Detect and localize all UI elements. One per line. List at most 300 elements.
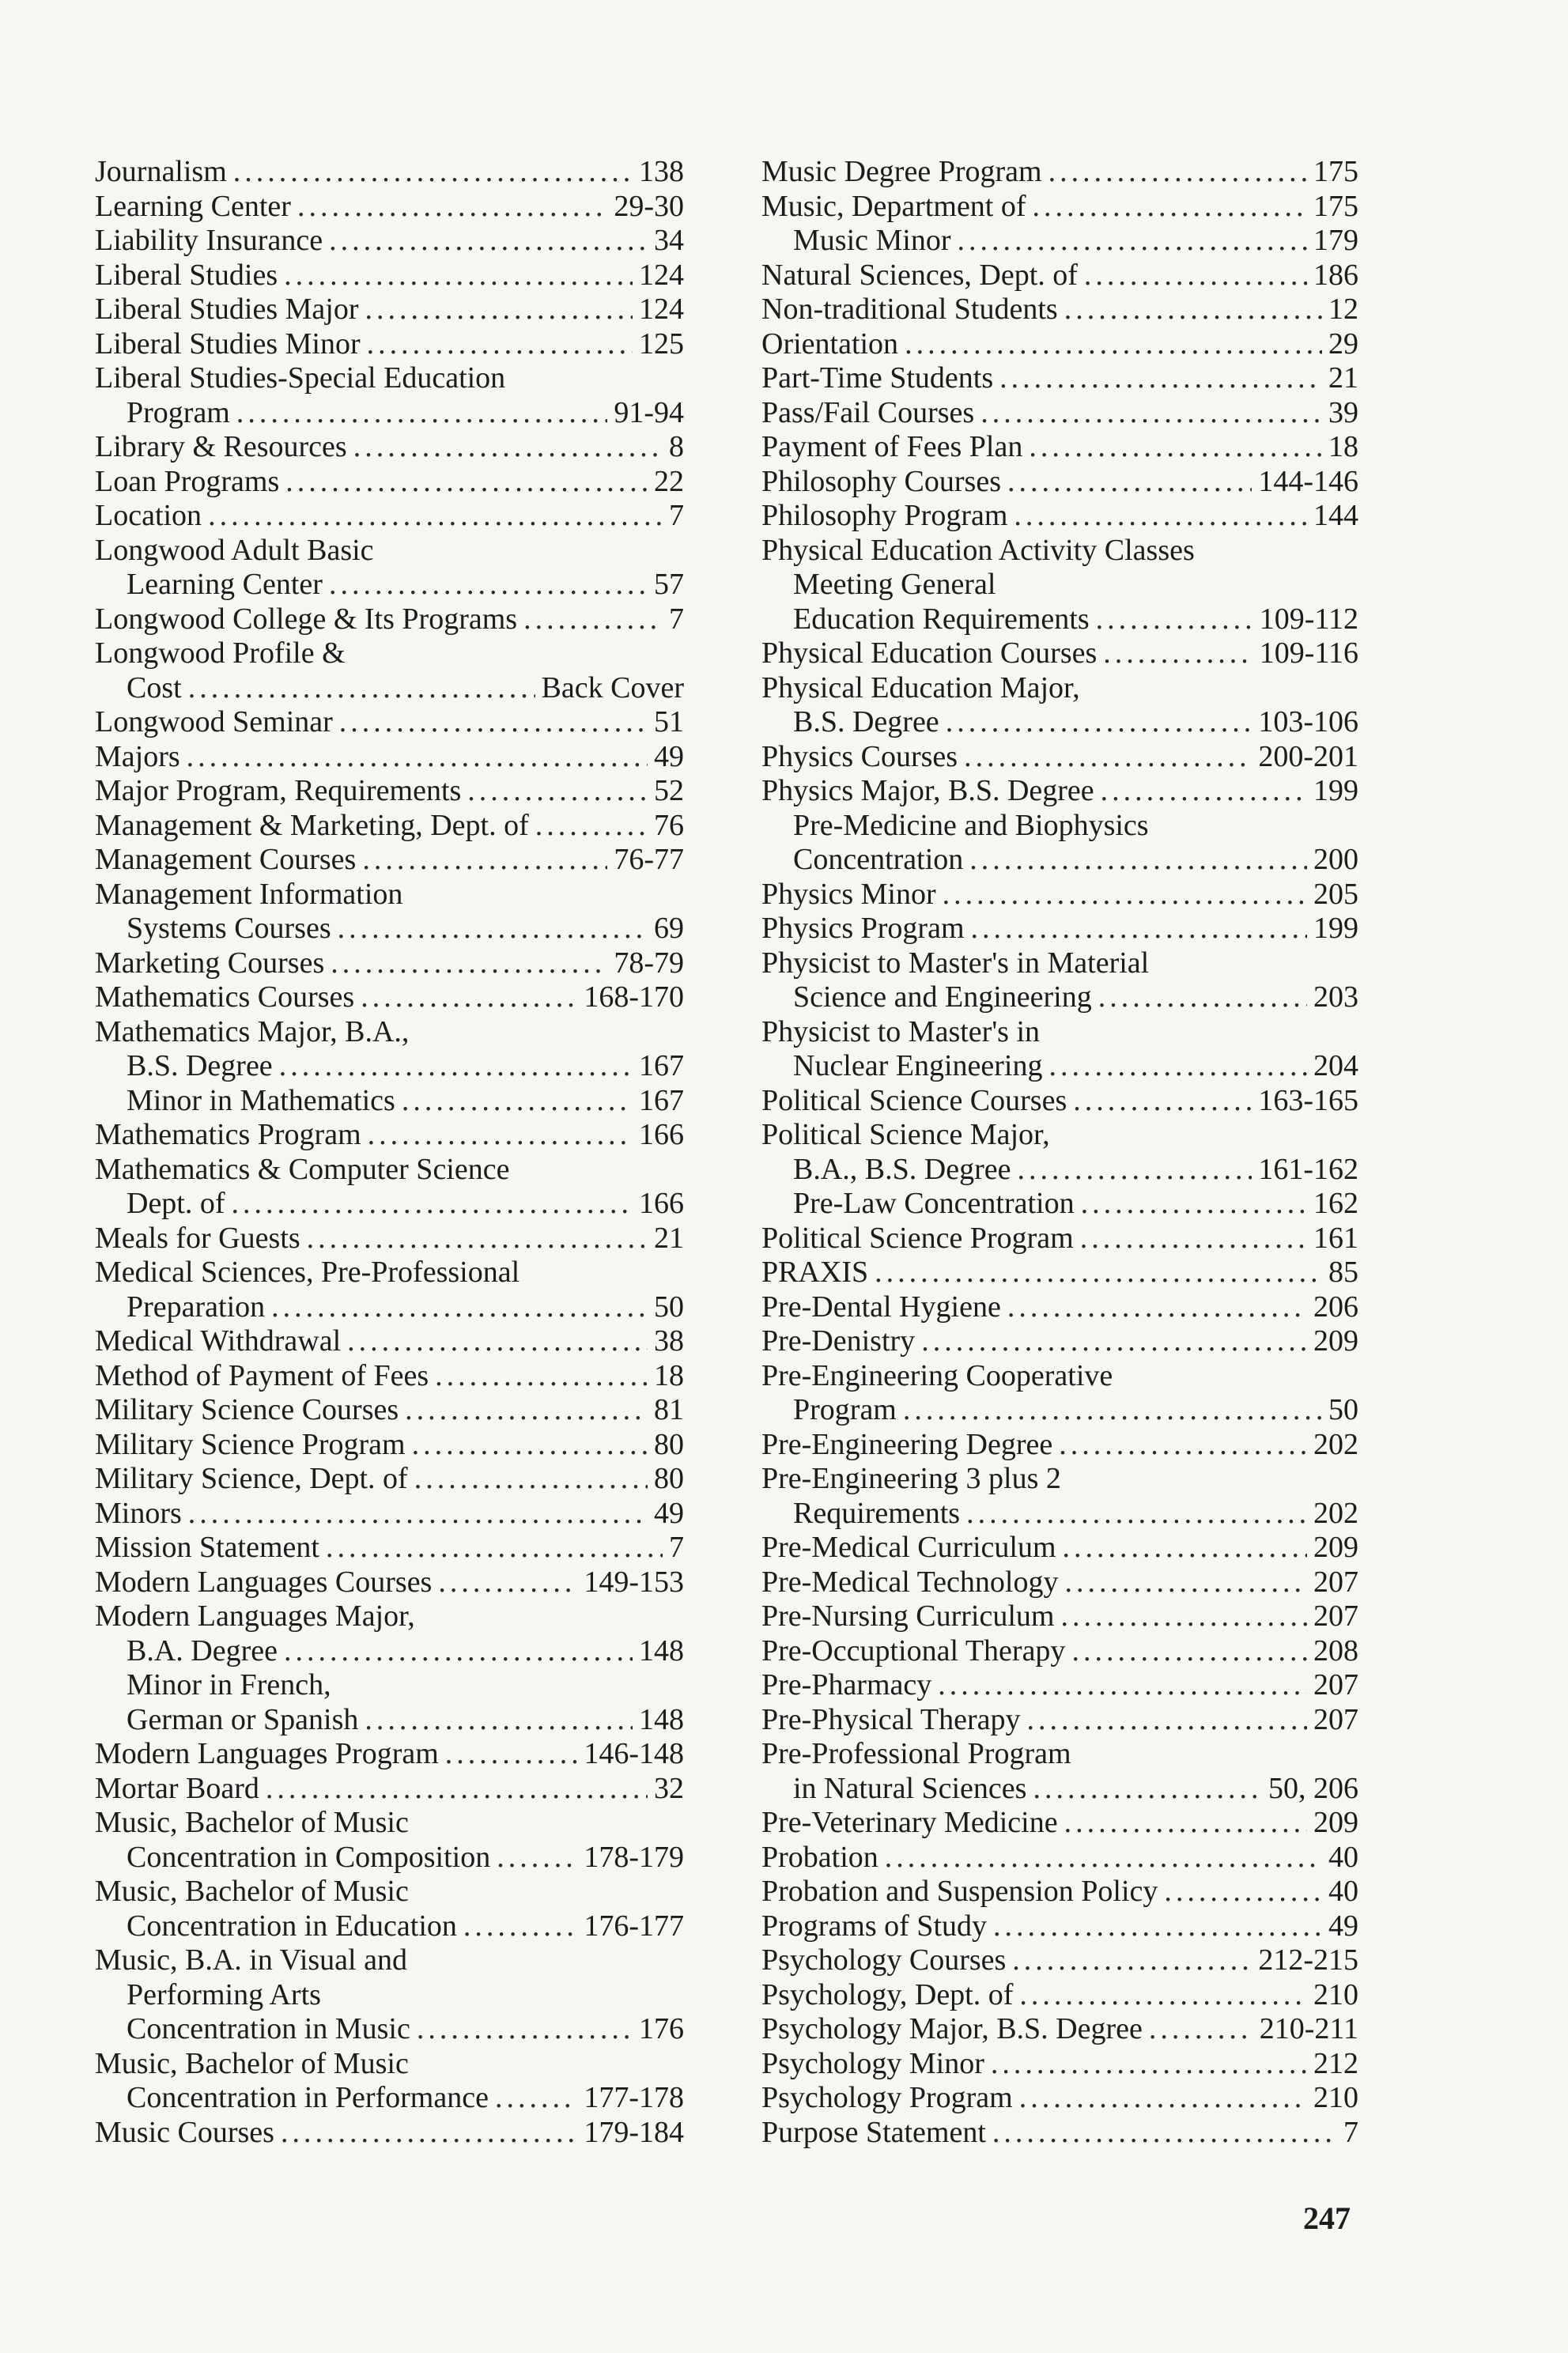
entry-pages: 50	[654, 1290, 684, 1324]
entry-pages: 167	[639, 1083, 684, 1117]
index-entry	[95, 1943, 684, 1978]
entry-pages: 69	[654, 912, 684, 945]
index-entry	[761, 878, 1358, 912]
entry-pages: 175	[1313, 155, 1358, 188]
dot-leader	[1071, 1634, 1307, 1669]
entry-label: German or Spanish	[127, 1702, 359, 1736]
entry-label: Physics Minor	[761, 877, 936, 911]
index-entry	[761, 1875, 1358, 1909]
entry-pages: 18	[654, 1358, 684, 1392]
dot-leader	[347, 1324, 648, 1359]
entry-pages: 175	[1313, 189, 1358, 223]
dot-leader	[1007, 465, 1252, 500]
entry-pages: 207	[1313, 1565, 1358, 1599]
index-entry	[95, 155, 684, 190]
dot-leader	[993, 1909, 1322, 1944]
entry-label: Minors	[95, 1496, 182, 1530]
index-entry	[95, 568, 684, 602]
entry-pages: 50	[1328, 1393, 1358, 1426]
dot-leader	[971, 912, 1308, 946]
entry-pages: 49	[654, 1496, 684, 1530]
entry-pages: 161	[1313, 1221, 1358, 1255]
entry-label: Physical Education Activity Classes	[761, 533, 1195, 567]
dot-leader	[208, 499, 663, 534]
entry-pages: 7	[669, 1531, 684, 1564]
dot-leader	[1096, 602, 1253, 637]
entry-label: Preparation	[127, 1290, 266, 1324]
index-entry	[95, 430, 684, 465]
entry-label: Concentration in Composition	[127, 1840, 491, 1874]
entry-pages: 178-179	[584, 1840, 684, 1874]
entry-label: Liberal Studies	[95, 258, 278, 292]
index-entry	[95, 259, 684, 293]
index-entry	[761, 636, 1358, 671]
index-entry	[95, 2116, 684, 2151]
entry-pages: 209	[1313, 1806, 1358, 1839]
entry-pages: 179-184	[584, 2115, 684, 2149]
entry-label: Philosophy Courses	[761, 464, 1001, 498]
index-entry	[95, 499, 684, 534]
index-entry	[95, 1222, 684, 1256]
entry-pages: 144-146	[1258, 464, 1358, 498]
index-entry	[95, 1187, 684, 1222]
dot-leader	[188, 671, 535, 706]
entry-label: Modern Languages Courses	[95, 1565, 433, 1599]
entry-label: Mission Statement	[95, 1531, 319, 1564]
entry-label: Liberal Studies-Special Education	[95, 361, 506, 395]
index-entry	[761, 2116, 1358, 2151]
entry-label: Physics Program	[761, 912, 965, 945]
dot-leader	[463, 1909, 577, 1944]
entry-label: Physical Education Major,	[761, 670, 1080, 704]
entry-label: Concentration	[793, 843, 964, 876]
index-entry	[95, 1634, 684, 1669]
entry-pages: 8	[669, 430, 684, 463]
entry-pages: 109-112	[1259, 602, 1358, 636]
entry-label: Pre-Nursing Curriculum	[761, 1600, 1055, 1633]
index-entry	[95, 912, 684, 946]
index-entry	[95, 1737, 684, 1772]
dot-leader	[1029, 430, 1322, 465]
entry-pages: 200-201	[1258, 739, 1358, 773]
index-entry	[761, 912, 1358, 946]
index-entry	[761, 568, 1358, 602]
entry-label: Political Science Program	[761, 1221, 1074, 1255]
entry-pages: 166	[639, 1118, 684, 1151]
index-entry	[95, 1566, 684, 1600]
index-entry	[761, 224, 1358, 259]
entry-pages: 167	[639, 1049, 684, 1082]
index-entry	[95, 190, 684, 225]
entry-label: Longwood Adult Basic	[95, 533, 374, 567]
index-entry	[761, 1497, 1358, 1532]
entry-label: B.A. Degree	[127, 1634, 278, 1667]
dot-leader	[438, 1566, 577, 1600]
entry-pages: 124	[639, 293, 684, 326]
dot-leader	[1164, 1875, 1322, 1909]
index-entry	[95, 1049, 684, 1084]
dot-leader	[1033, 190, 1307, 225]
dot-leader	[885, 1841, 1322, 1875]
entry-label: Political Science Major,	[761, 1118, 1050, 1151]
entry-pages: 149-153	[584, 1565, 684, 1599]
index-entry	[761, 2012, 1358, 2047]
index-entry	[95, 293, 684, 327]
dot-leader	[307, 1222, 648, 1256]
dot-leader	[1027, 1703, 1308, 1738]
index-entry	[95, 2047, 684, 2082]
entry-label: Dept. of	[127, 1187, 225, 1220]
entry-label: Science and Engineering	[793, 980, 1092, 1014]
dot-leader	[365, 293, 633, 327]
index-entry	[761, 327, 1358, 362]
index-entry	[761, 1015, 1358, 1050]
entry-pages: 209	[1313, 1324, 1358, 1358]
entry-pages: 204	[1313, 1049, 1358, 1082]
dot-leader	[367, 327, 633, 362]
entry-pages: 176	[639, 2012, 684, 2045]
index-entry	[761, 1634, 1358, 1669]
index-entry	[95, 1428, 684, 1463]
entry-pages: 207	[1313, 1702, 1358, 1736]
index-entry	[761, 396, 1358, 431]
index-entry	[761, 1909, 1358, 1944]
entry-pages: 21	[1328, 361, 1358, 395]
index-entry	[761, 1566, 1358, 1600]
index-entry	[95, 843, 684, 878]
index-entry	[95, 361, 684, 396]
entry-label: Major Program, Requirements	[95, 774, 462, 807]
index-entry	[761, 1359, 1358, 1394]
entry-label: Mathematics Program	[95, 1118, 361, 1151]
dot-leader	[943, 878, 1307, 912]
index-entry	[95, 705, 684, 740]
entry-label: Concentration in Performance	[127, 2081, 489, 2114]
entry-label: Psychology Courses	[761, 1943, 1007, 1977]
dot-leader	[1103, 636, 1253, 671]
dot-leader	[992, 2116, 1337, 2151]
dot-leader	[284, 259, 633, 293]
index-entry	[95, 465, 684, 500]
index-entry	[95, 534, 684, 568]
entry-pages: 103-106	[1258, 705, 1358, 738]
entry-label: Loan Programs	[95, 464, 280, 498]
dot-leader	[964, 740, 1252, 775]
index-entry	[95, 878, 684, 912]
entry-pages: 144	[1313, 499, 1358, 532]
entry-label: Natural Sciences, Dept. of	[761, 258, 1078, 292]
entry-label: Meeting General	[793, 568, 996, 601]
dot-leader	[331, 946, 607, 981]
dot-leader	[1048, 1049, 1307, 1084]
entry-pages: Back Cover	[541, 670, 684, 704]
entry-pages: 12	[1328, 293, 1358, 326]
index-entry	[761, 1772, 1358, 1807]
entry-pages: 179	[1313, 224, 1358, 257]
entry-pages: 78-79	[614, 946, 684, 980]
dot-leader	[233, 155, 633, 190]
dot-leader	[535, 809, 648, 844]
entry-label: Program	[793, 1393, 897, 1426]
entry-label: Pre-Medical Curriculum	[761, 1531, 1056, 1564]
entry-label: Physicist to Master's in	[761, 1014, 1041, 1048]
entry-label: Mortar Board	[95, 1771, 259, 1805]
dot-leader	[445, 1737, 578, 1772]
entry-label: Management Courses	[95, 843, 357, 876]
index-entry	[95, 1290, 684, 1325]
dot-leader	[1019, 1978, 1307, 2013]
index-entry	[95, 1015, 684, 1050]
entry-pages: 168-170	[584, 980, 684, 1014]
entry-pages: 212-215	[1258, 1943, 1358, 1977]
entry-pages: 199	[1313, 774, 1358, 807]
entry-label: Medical Withdrawal	[95, 1324, 342, 1358]
index-entry	[761, 1806, 1358, 1841]
index-entry	[95, 1256, 684, 1290]
entry-label: Music, Bachelor of Music	[95, 2046, 409, 2080]
dot-leader	[1064, 1806, 1307, 1841]
entry-pages: 163-165	[1258, 1083, 1358, 1117]
entry-label: Majors	[95, 739, 180, 773]
entry-label: Pre-Dental Hygiene	[761, 1290, 1001, 1324]
dot-leader	[1059, 1428, 1307, 1463]
entry-pages: 39	[1328, 395, 1358, 429]
index-column-right	[761, 155, 1358, 2150]
index-entry	[761, 534, 1358, 568]
index-entry	[761, 1118, 1358, 1153]
dot-leader	[1048, 155, 1307, 190]
index-entry	[95, 1772, 684, 1807]
entry-label: Music Minor	[793, 224, 951, 257]
index-entry	[95, 224, 684, 259]
index-entry	[95, 1084, 684, 1119]
entry-label: Learning Center	[95, 189, 291, 223]
entry-label: Psychology, Dept. of	[761, 1977, 1014, 2011]
entry-pages: 186	[1313, 258, 1358, 292]
entry-pages: 21	[654, 1221, 684, 1255]
entry-pages: 202	[1313, 1427, 1358, 1461]
index-entry	[95, 740, 684, 775]
entry-label: Liability Insurance	[95, 224, 323, 257]
dot-leader	[417, 2012, 633, 2047]
entry-label: Modern Languages Program	[95, 1737, 439, 1770]
entry-pages: 200	[1313, 843, 1358, 876]
entry-pages: 38	[654, 1324, 684, 1358]
index-entry	[95, 1668, 684, 1703]
entry-pages: 49	[1328, 1909, 1358, 1943]
entry-label: Physics Courses	[761, 739, 958, 773]
index-entry	[761, 1943, 1358, 1978]
entry-label: B.A., B.S. Degree	[793, 1152, 1011, 1186]
entry-pages: 210-211	[1259, 2012, 1358, 2045]
entry-pages: 138	[639, 155, 684, 188]
entry-pages: 148	[639, 1634, 684, 1667]
dot-leader	[991, 2047, 1307, 2082]
entry-label: PRAXIS	[761, 1256, 869, 1289]
dot-leader	[405, 1393, 648, 1428]
dot-leader	[1084, 259, 1307, 293]
entry-pages: 40	[1328, 1840, 1358, 1874]
dot-leader	[326, 1531, 663, 1566]
dot-leader	[435, 1359, 648, 1394]
entry-label: Program	[127, 395, 230, 429]
index-entry	[95, 1153, 684, 1188]
entry-label: Payment of Fees Plan	[761, 430, 1023, 463]
index-entry	[761, 190, 1358, 225]
entry-label: Cost	[127, 670, 182, 704]
dot-leader	[412, 1428, 648, 1463]
index-entry	[761, 1462, 1358, 1497]
dot-leader	[281, 2116, 577, 2151]
index-entry	[761, 1737, 1358, 1772]
index-entry	[761, 1841, 1358, 1875]
index-entry	[761, 774, 1358, 809]
entry-pages: 80	[654, 1462, 684, 1495]
index-entry	[761, 361, 1358, 396]
entry-pages: 18	[1328, 430, 1358, 463]
entry-pages: 85	[1328, 1256, 1358, 1289]
entry-label: Pre-Engineering Cooperative	[761, 1358, 1113, 1392]
entry-label: Music, B.A. in Visual and	[95, 1943, 407, 1977]
entry-label: Orientation	[761, 327, 899, 361]
entry-label: Political Science Courses	[761, 1083, 1067, 1117]
index-entry	[761, 1668, 1358, 1703]
entry-label: Medical Sciences, Pre-Professional	[95, 1256, 520, 1289]
dot-leader	[339, 705, 648, 740]
dot-leader	[497, 1841, 577, 1875]
entry-pages: 205	[1313, 877, 1358, 911]
index-entry	[761, 465, 1358, 500]
index-entry	[761, 980, 1358, 1015]
index-entry	[761, 1222, 1358, 1256]
index-entry	[761, 1153, 1358, 1188]
index-entry	[95, 946, 684, 981]
entry-pages: 210	[1313, 2081, 1358, 2114]
dot-leader	[284, 1634, 633, 1669]
entry-pages: 206	[1313, 1290, 1358, 1324]
dot-leader	[467, 774, 648, 809]
entry-label: Pre-Law Concentration	[793, 1187, 1075, 1220]
index-entry	[95, 1600, 684, 1634]
entry-pages: 177-178	[584, 2081, 684, 2114]
index-entry	[95, 2081, 684, 2116]
index-entry	[761, 1084, 1358, 1119]
entry-label: Psychology Major, B.S. Degree	[761, 2012, 1143, 2045]
dot-leader	[414, 1462, 648, 1497]
entry-label: Psychology Program	[761, 2081, 1013, 2114]
dot-leader	[297, 190, 607, 225]
index-entry	[95, 1393, 684, 1428]
entry-label: Programs of Study	[761, 1909, 987, 1943]
entry-label: Method of Payment of Fees	[95, 1358, 429, 1392]
page-number: 247	[1303, 2200, 1351, 2236]
dot-leader	[232, 1187, 633, 1222]
entry-label: Marketing Courses	[95, 946, 325, 980]
entry-label: Mathematics & Computer Science	[95, 1152, 510, 1186]
entry-label: Music, Bachelor of Music	[95, 1875, 409, 1908]
index-entry	[761, 293, 1358, 327]
entry-label: Concentration in Music	[127, 2012, 410, 2045]
dot-leader	[1019, 2081, 1307, 2116]
entry-pages: 7	[1343, 2115, 1358, 2149]
entry-pages: 76	[654, 808, 684, 842]
dot-leader	[362, 843, 607, 878]
dot-leader	[875, 1256, 1322, 1290]
index-entry	[95, 1462, 684, 1497]
dot-leader	[946, 705, 1253, 740]
entry-label: Liberal Studies Major	[95, 293, 359, 326]
entry-label: Pre-Engineering 3 plus 2	[761, 1462, 1061, 1495]
entry-label: Modern Languages Major,	[95, 1600, 415, 1633]
dot-leader	[266, 1772, 648, 1807]
entry-label: Physicist to Master's in Material	[761, 946, 1150, 980]
index-entry	[95, 1806, 684, 1841]
index-entry	[95, 671, 684, 706]
entry-pages: 50, 206	[1268, 1771, 1358, 1805]
entry-pages: 52	[654, 774, 684, 807]
entry-label: Pass/Fail Courses	[761, 395, 975, 429]
index-entry	[761, 740, 1358, 775]
entry-pages: 7	[669, 602, 684, 636]
index-entry	[95, 980, 684, 1015]
index-entry	[761, 155, 1358, 190]
entry-pages: 34	[654, 224, 684, 257]
entry-label: Music Courses	[95, 2115, 274, 2149]
index-entry	[95, 1703, 684, 1738]
index-entry	[761, 843, 1358, 878]
dot-leader	[903, 1393, 1322, 1428]
entry-label: Purpose Statement	[761, 2115, 986, 2149]
entry-label: B.S. Degree	[127, 1049, 273, 1082]
entry-label: Pre-Medical Technology	[761, 1565, 1059, 1599]
dot-leader	[1017, 1153, 1252, 1188]
entry-pages: 176-177	[584, 1909, 684, 1943]
entry-pages: 209	[1313, 1531, 1358, 1564]
dot-leader	[1149, 2012, 1253, 2047]
index-entry	[761, 1187, 1358, 1222]
dot-leader	[1080, 1222, 1307, 1256]
index-entry	[761, 2081, 1358, 2116]
index-entry	[761, 499, 1358, 534]
dot-leader	[1012, 1943, 1252, 1978]
entry-pages: 76-77	[614, 843, 684, 876]
index-entry	[761, 259, 1358, 293]
dot-leader	[187, 740, 648, 775]
index-entry	[761, 705, 1358, 740]
entry-label: Systems Courses	[127, 912, 331, 945]
index-entry	[761, 602, 1358, 637]
dot-leader	[361, 980, 577, 1015]
index-entry	[761, 1428, 1358, 1463]
index-entry	[95, 1359, 684, 1394]
entry-label: Minor in French,	[127, 1668, 331, 1701]
entry-pages: 162	[1313, 1187, 1358, 1220]
entry-pages: 161-162	[1258, 1152, 1358, 1186]
entry-pages: 81	[654, 1393, 684, 1426]
dot-leader	[966, 1497, 1307, 1532]
entry-pages: 109-116	[1259, 636, 1358, 670]
entry-pages: 125	[639, 327, 684, 361]
index-entry	[95, 1531, 684, 1566]
entry-label: Physical Education Courses	[761, 636, 1098, 670]
entry-label: Pre-Physical Therapy	[761, 1702, 1021, 1736]
entry-label: Concentration in Education	[127, 1909, 457, 1943]
entry-pages: 57	[654, 568, 684, 601]
entry-label: Performing Arts	[127, 1977, 321, 2011]
dot-leader	[271, 1290, 648, 1325]
index-entry	[761, 1703, 1358, 1738]
dot-leader	[402, 1084, 633, 1119]
